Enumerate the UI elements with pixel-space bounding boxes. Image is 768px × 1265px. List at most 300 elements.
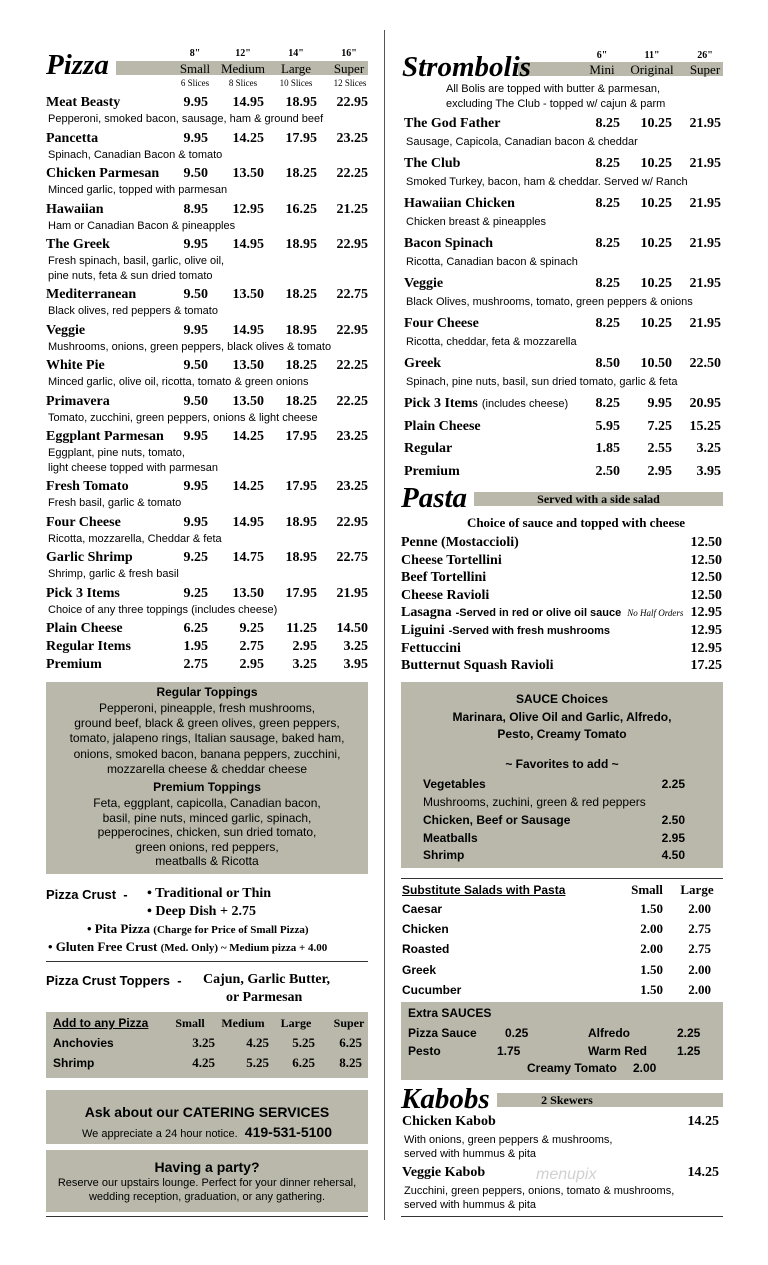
pizza-item-price: 18.25 <box>285 287 317 302</box>
crust-toppers-label: Pizza Crust Toppers - <box>46 973 182 988</box>
extra-sauce-name: Warm Red <box>588 1044 647 1058</box>
pizza-item-desc: Tomato, zucchini, green peppers, onions & light cheese <box>48 411 318 424</box>
pizza-item-desc: Ham or Canadian Bacon & pineapples <box>48 219 236 232</box>
pasta-section <box>384 480 768 680</box>
extra-sauce-price: 1.75 <box>497 1044 521 1058</box>
premium-topping-line: Feta, eggplant, capicolla, Canadian bacon, <box>93 796 321 810</box>
strombolis-note: excluding The Club - topped w/ cajun & parm <box>446 98 666 110</box>
pizza-item-price: 2.95 <box>239 657 264 672</box>
pasta-item-name <box>401 641 461 657</box>
add-price: 3.25 <box>192 1035 215 1050</box>
salads-header: Large <box>680 882 714 897</box>
size-name: Original <box>630 62 674 77</box>
pasta-item-name <box>401 553 502 569</box>
add-row-name: Shrimp <box>53 1056 95 1070</box>
add-price: 4.25 <box>192 1055 215 1070</box>
pasta-item-note2: No Half Orders <box>627 608 684 619</box>
strombolis-note: All Bolis are topped with butter & parmesan, <box>446 83 661 95</box>
extra-sauce-name: Creamy Tomato <box>527 1061 617 1075</box>
stromboli-item-name <box>404 316 479 332</box>
crust-option-name: • Gluten Free Crust <box>48 939 158 954</box>
salad-price: 2.00 <box>688 961 711 977</box>
premium-topping-line: pepperocines, chicken, sun dried tomato, <box>97 825 317 840</box>
add-price: 6.25 <box>339 1035 362 1050</box>
stromboli-item-price: 10.25 <box>640 236 672 251</box>
kabobs-subtitle: 2 Skewers <box>541 1093 593 1107</box>
size-inch: 14" <box>288 48 304 59</box>
pizza-item-price: 14.25 <box>232 429 264 444</box>
pizza-item-price: 21.95 <box>336 585 368 601</box>
extra-sauce-price: 0.25 <box>505 1026 529 1040</box>
stromboli-item-price: 10.25 <box>640 196 672 211</box>
size-name: Super <box>689 62 721 77</box>
pizza-item-price: 9.95 <box>183 322 208 338</box>
pizza-item-price: 14.95 <box>232 237 264 252</box>
stromboli-item-price: 21.95 <box>689 116 721 131</box>
salad-price: 1.50 <box>640 961 663 977</box>
stromboli-item-desc: Sausage, Capicola, Canadian bacon & cheddar <box>406 136 638 148</box>
size-name: Medium <box>220 61 266 76</box>
pasta-subtitle: Served with a side salad <box>537 492 660 506</box>
pizza-item-price: 13.50 <box>232 358 264 373</box>
pasta-item-name <box>401 588 489 604</box>
stromboli-item-name <box>404 116 500 132</box>
pizza-item-name: The Greek <box>46 237 110 252</box>
regular-toppings-title: Regular Toppings <box>156 685 258 699</box>
stromboli-item-label: Pick 3 Items <box>404 396 478 411</box>
stromboli-item-name <box>404 156 460 172</box>
pizza-item-price: 9.50 <box>183 393 208 409</box>
pizza-item-price: 18.25 <box>285 393 317 409</box>
pizza-item-price: 13.50 <box>232 585 264 601</box>
regular-topping-line: ground beef, black & green olives, green peppers, <box>74 716 340 731</box>
strombolis-title: Strombolis <box>402 51 531 83</box>
stromboli-item-name <box>404 441 452 457</box>
kabob-price: 14.25 <box>687 1114 719 1129</box>
regular-topping-line: mozzarella cheese & cheddar cheese <box>106 761 308 776</box>
pizza-item-price: 9.95 <box>183 429 208 444</box>
pasta-item-note: -Served with fresh mushrooms <box>448 625 610 637</box>
catering-phone: 419-531-5100 <box>244 1124 332 1140</box>
pizza-item-price: 22.25 <box>336 358 368 373</box>
strombolis-section <box>384 0 768 490</box>
stromboli-item-name <box>404 419 481 435</box>
pizza-item-desc: light cheese topped with parmesan <box>48 461 218 474</box>
add-price: 5.25 <box>292 1035 315 1050</box>
pizza-item-price: 14.95 <box>232 514 264 530</box>
add-row-name: Anchovies <box>53 1036 114 1050</box>
pizza-item-price: 11.25 <box>286 621 317 636</box>
stromboli-item-name <box>404 196 515 212</box>
kabob-desc: served with hummus & pita <box>404 1148 537 1160</box>
stromboli-item-price: 3.95 <box>696 463 721 479</box>
toppings-panel <box>46 682 368 874</box>
kabob-price: 14.25 <box>687 1165 719 1180</box>
add-header: Super <box>333 1016 365 1030</box>
stromboli-item-label: Four Cheese <box>404 316 479 331</box>
pizza-item-price: 9.50 <box>183 358 208 373</box>
pizza-item-price: 8.95 <box>183 201 208 217</box>
salad-price: 2.00 <box>688 981 711 997</box>
catering-notice: We appreciate a 24 hour notice. <box>82 1128 238 1140</box>
pizza-item-name: Pancetta <box>46 130 99 146</box>
salads-header: Small <box>631 882 663 897</box>
favorite-name: Meatballs <box>423 831 478 845</box>
stromboli-item-price: 8.25 <box>595 236 620 251</box>
stromboli-item-price: 7.25 <box>647 418 672 434</box>
pizza-item-price: 2.95 <box>292 639 317 654</box>
favorite-price: 2.50 <box>661 813 685 827</box>
pasta-item-label: Liguini <box>401 623 445 638</box>
crust-option: • Deep Dish + 2.75 <box>147 904 256 919</box>
extra-sauce-name: Pesto <box>408 1044 441 1058</box>
pizza-item-price: 14.50 <box>336 621 368 636</box>
stromboli-item-label: The Club <box>404 156 461 171</box>
add-header: Medium <box>221 1016 265 1030</box>
stromboli-item-price: 8.25 <box>595 276 620 291</box>
pizza-item-desc: Pepperoni, smoked bacon, sausage, ham & ground beef <box>48 113 324 125</box>
pizza-item-name: Garlic Shrimp <box>46 550 133 565</box>
pasta-item-price: 12.50 <box>690 587 722 603</box>
pizza-item-name: Regular Items <box>46 639 131 654</box>
size-slices: 12 Slices <box>333 78 367 88</box>
pizza-item-price: 13.50 <box>232 287 264 302</box>
add-to-pizza-title: Add to any Pizza <box>53 1016 149 1030</box>
stromboli-item-desc: Ricotta, cheddar, feta & mozzarella <box>406 336 577 348</box>
pizza-item-name: Four Cheese <box>46 514 121 530</box>
pizza-item-desc: Minced garlic, olive oil, ricotta, tomato & green onions <box>48 376 309 388</box>
pizza-item-price: 9.50 <box>183 287 208 302</box>
kabob-desc: With onions, green peppers & mushrooms, <box>404 1134 613 1146</box>
stromboli-item-price: 3.25 <box>696 441 721 456</box>
salad-name: Chicken <box>402 922 449 937</box>
size-slices: 6 Slices <box>180 78 210 88</box>
stromboli-item-desc: Ricotta, Canadian bacon & spinach <box>406 256 578 268</box>
salad-name: Cucumber <box>402 982 462 997</box>
favorite-price: 4.50 <box>661 848 685 862</box>
pizza-item-price: 3.25 <box>292 657 317 672</box>
pizza-item-price: 22.95 <box>336 95 368 110</box>
extra-sauce-name: Alfredo <box>588 1026 630 1040</box>
size-name: Small <box>179 61 211 76</box>
pasta-item-price: 12.95 <box>690 623 722 638</box>
salad-price: 2.75 <box>688 921 711 937</box>
size-slices: 10 Slices <box>279 78 313 88</box>
premium-toppings-title: Premium Toppings <box>153 780 261 794</box>
salad-name: Caesar <box>402 902 443 916</box>
catering-panel <box>46 1090 368 1144</box>
pizza-item-name: Hawaiian <box>46 201 104 217</box>
pizza-item-price: 9.50 <box>183 166 208 181</box>
salad-price: 2.00 <box>688 901 711 916</box>
pizza-item-price: 9.95 <box>183 514 208 530</box>
pizza-item-price: 9.25 <box>183 585 208 601</box>
crust-option-note: (Charge for Price of Small Pizza) <box>153 924 309 936</box>
pizza-item-price: 17.95 <box>285 479 317 494</box>
add-price: 6.25 <box>292 1055 315 1070</box>
pizza-item-price: 3.95 <box>343 657 368 672</box>
salad-name: Roasted <box>402 942 450 957</box>
pizza-item-price: 23.25 <box>336 130 368 146</box>
pasta-choice: Choice of sauce and topped with cheese <box>466 515 686 530</box>
pasta-item-label: Lasagna <box>401 605 452 621</box>
pizza-item-desc: Fresh basil, garlic & tomato <box>48 497 182 509</box>
crust-option: • Traditional or Thin <box>147 886 272 901</box>
stromboli-item-price: 10.25 <box>640 116 672 131</box>
stromboli-item-desc: Spinach, pine nuts, basil, sun dried tomato, garlic & feta <box>406 376 678 388</box>
pizza-item-price: 9.95 <box>183 95 208 110</box>
pizza-item-price: 9.25 <box>239 621 264 636</box>
add-price: 8.25 <box>339 1055 362 1070</box>
add-header: Small <box>175 1016 205 1030</box>
pizza-item-name: White Pie <box>46 358 105 373</box>
pizza-item-price: 23.25 <box>336 429 368 444</box>
kabob-desc: served with hummus & pita <box>404 1199 537 1211</box>
regular-topping-line: tomato, jalapeno rings, Italian sausage, baked ham, <box>69 731 345 746</box>
kabobs-section <box>384 1080 768 1220</box>
stromboli-item-label: Plain Cheese <box>404 418 481 434</box>
pizza-item-price: 22.95 <box>336 514 368 530</box>
sauce-line: Pesto, Creamy Tomato <box>497 727 627 741</box>
sauce-line: Marinara, Olive Oil and Garlic, Alfredo, <box>452 710 672 724</box>
pizza-item-price: 13.50 <box>232 393 264 409</box>
pizza-item-desc: Mushrooms, onions, green peppers, black olives & tomato <box>48 340 332 353</box>
pasta-item-note: -Served in red or olive oil sauce <box>455 607 622 620</box>
pizza-item-price: 9.95 <box>183 237 208 252</box>
salads-title: Substitute Salads with Pasta <box>402 883 566 897</box>
pasta-title: Pasta <box>401 482 468 514</box>
stromboli-item-desc: Black Olives, mushrooms, tomato, green peppers & onions <box>406 296 693 308</box>
pasta-item-label: Fettuccini <box>401 640 461 656</box>
stromboli-item-price: 8.25 <box>595 196 620 211</box>
catering-title: Ask about our CATERING SERVICES <box>84 1104 330 1120</box>
favorite-name: Chicken, Beef or Sausage <box>423 813 571 827</box>
regular-topping-line: Pepperoni, pineapple, fresh mushrooms, <box>98 701 316 715</box>
stromboli-item-price: 1.85 <box>595 441 620 456</box>
stromboli-item-price: 15.25 <box>689 418 721 434</box>
size-inch: 6" <box>596 50 608 61</box>
pizza-item-price: 12.95 <box>232 201 264 217</box>
pasta-item-price: 12.50 <box>690 535 722 550</box>
pizza-item-price: 22.95 <box>336 237 368 252</box>
pizza-item-price: 18.95 <box>285 514 317 530</box>
kabob-name: Veggie Kabob <box>402 1165 486 1180</box>
pizza-item-price: 14.25 <box>232 479 264 494</box>
extra-sauce-price: 2.25 <box>677 1026 701 1040</box>
extra-sauces-title: Extra SAUCES <box>408 1006 492 1020</box>
stromboli-item-name <box>404 276 443 292</box>
crust-toppers-line: or Parmesan <box>226 990 303 1005</box>
pizza-item-price: 22.25 <box>336 166 368 181</box>
pasta-item-label: Cheese Tortellini <box>401 552 502 568</box>
pizza-item-price: 22.95 <box>336 322 368 338</box>
size-inch: 26" <box>697 50 713 61</box>
stromboli-item-price: 20.95 <box>689 396 721 411</box>
stromboli-item-price: 22.50 <box>689 356 721 371</box>
crust-option-name: • Pita Pizza <box>87 921 151 936</box>
pizza-item-price: 3.25 <box>343 639 368 654</box>
pizza-item-price: 2.75 <box>239 639 264 654</box>
pizza-item-name: Fresh Tomato <box>46 479 129 494</box>
pasta-item-label: Cheese Ravioli <box>401 587 490 603</box>
premium-topping-line: basil, pine nuts, minced garlic, spinach, <box>102 810 312 825</box>
salad-price: 1.50 <box>640 901 663 916</box>
crust-toppers-line: Cajun, Garlic Butter, <box>203 972 331 987</box>
stromboli-item-price: 8.50 <box>595 356 620 371</box>
divider <box>401 878 723 879</box>
party-line: Reserve our upstairs lounge. Perfect for your dinner rehersal, <box>57 1177 357 1189</box>
salad-price: 2.75 <box>688 941 711 957</box>
pizza-item-name: Chicken Parmesan <box>46 166 160 181</box>
stromboli-item-desc: Smoked Turkey, bacon, ham & cheddar. Served w/ Ranch <box>406 176 688 188</box>
pasta-item-name <box>401 623 610 639</box>
stromboli-item-label: Premium <box>404 463 460 479</box>
size-name: Super <box>333 61 365 76</box>
favorite-name: Vegetables <box>423 777 486 791</box>
pizza-item-price: 18.95 <box>285 550 317 565</box>
pizza-item-price: 1.95 <box>183 639 208 654</box>
stromboli-item-price: 2.50 <box>595 463 620 479</box>
party-line: wedding reception, graduation, or any gathering. <box>88 1191 326 1203</box>
pizza-item-price: 23.25 <box>336 479 368 494</box>
pizza-item-desc: Minced garlic, topped with parmesan <box>48 184 228 196</box>
size-name: Large <box>280 61 312 76</box>
pizza-item-price: 22.75 <box>336 550 368 565</box>
stromboli-item-price: 21.95 <box>689 316 721 331</box>
stromboli-item-desc: Chicken breast & pineapples <box>406 216 547 228</box>
add-header: Large <box>280 1016 312 1030</box>
pizza-item-price: 14.95 <box>232 95 264 110</box>
stromboli-item-price: 8.25 <box>595 116 620 131</box>
pasta-item-price: 12.95 <box>690 605 722 621</box>
add-to-pizza-panel <box>46 1012 368 1078</box>
stromboli-item-price: 10.50 <box>640 356 672 371</box>
pizza-item-name: Eggplant Parmesan <box>46 429 164 444</box>
crust-label: Pizza Crust - <box>46 887 128 902</box>
size-inch: 11" <box>644 50 660 61</box>
pizza-item-price: 14.95 <box>232 322 264 338</box>
pizza-item-name: Primavera <box>46 393 110 409</box>
pizza-item-desc: pine nuts, feta & sun dried tomato <box>48 269 213 282</box>
divider <box>401 1216 723 1217</box>
stromboli-item-label: The God Father <box>404 116 501 131</box>
premium-topping-line: green onions, red peppers, <box>135 839 279 854</box>
pizza-item-price: 13.50 <box>232 166 264 181</box>
party-panel <box>46 1150 368 1212</box>
size-inch: 12" <box>235 48 251 59</box>
pizza-item-price: 14.25 <box>232 130 264 146</box>
pizza-item-price: 2.75 <box>183 657 208 672</box>
favorite-name: Shrimp <box>423 848 465 862</box>
stromboli-item-price: 8.25 <box>595 316 620 331</box>
add-price: 5.25 <box>246 1055 269 1070</box>
pizza-item-price: 22.25 <box>336 393 368 409</box>
kabob-desc: Zucchini, green peppers, onions, tomato & mushrooms, <box>404 1185 675 1197</box>
stromboli-item-name <box>404 396 568 412</box>
pizza-item-desc: Eggplant, pine nuts, tomato, <box>48 447 185 459</box>
pasta-item-label: Butternut Squash Ravioli <box>401 658 554 674</box>
stromboli-item-label: Hawaiian Chicken <box>404 196 515 211</box>
kabob-name: Chicken Kabob <box>402 1114 496 1129</box>
stromboli-item-name <box>404 236 493 252</box>
pizza-item-name: Pick 3 Items <box>46 585 120 601</box>
pasta-item-price: 17.25 <box>690 658 722 674</box>
pizza-item-name: Premium <box>46 657 102 672</box>
pasta-item-price: 12.50 <box>690 570 722 586</box>
pasta-item-price: 12.95 <box>690 640 722 656</box>
pizza-item-name: Veggie <box>46 322 86 338</box>
crust-option <box>87 921 309 937</box>
size-slices: 8 Slices <box>228 78 258 88</box>
stromboli-item-name <box>404 356 441 372</box>
size-inch: 16" <box>341 48 357 59</box>
pizza-item-name: Meat Beasty <box>46 95 121 110</box>
pizza-item-price: 9.95 <box>183 130 208 146</box>
stromboli-item-label: Greek <box>404 356 442 371</box>
divider <box>46 961 368 962</box>
pizza-item-desc: Black olives, red peppers & tomato <box>48 305 218 317</box>
divider <box>46 1216 368 1217</box>
stromboli-item-price: 21.95 <box>689 276 721 291</box>
favorite-price: 2.95 <box>661 831 685 845</box>
favorites-title: ~ Favorites to add ~ <box>505 757 619 771</box>
crust-option <box>48 939 327 955</box>
pasta-item-price: 12.50 <box>690 552 722 568</box>
extra-sauces-panel <box>401 1002 723 1080</box>
pasta-item-name <box>401 570 486 586</box>
extra-sauce-price: 2.00 <box>633 1061 657 1075</box>
crust-option-note: (Med. Only) ~ Medium pizza + 4.00 <box>160 942 328 954</box>
stromboli-item-price: 5.95 <box>595 418 620 434</box>
stromboli-item-price: 10.25 <box>640 156 672 171</box>
extra-sauce-price: 1.25 <box>677 1044 701 1058</box>
pizza-item-desc: Fresh spinach, basil, garlic, olive oil, <box>48 255 225 267</box>
stromboli-item-label: Regular <box>404 441 453 456</box>
watermark: menupix <box>536 1166 597 1183</box>
salad-price: 1.50 <box>640 981 663 997</box>
stromboli-item-price: 8.25 <box>595 156 620 171</box>
pizza-item-price: 18.25 <box>285 358 317 373</box>
pizza-item-price: 16.25 <box>285 201 317 217</box>
pizza-title: Pizza <box>46 49 109 81</box>
favorite-price: 2.25 <box>661 777 685 791</box>
pizza-item-price: 17.95 <box>285 429 317 444</box>
stromboli-item-price: 21.95 <box>689 156 721 171</box>
pasta-item-label: Beef Tortellini <box>401 570 487 586</box>
stromboli-item-name <box>404 464 460 480</box>
pasta-item-label: Penne (Mostaccioli) <box>401 535 519 550</box>
pizza-item-price: 6.25 <box>183 621 208 636</box>
stromboli-item-price: 8.25 <box>595 396 620 411</box>
pizza-item-price: 14.75 <box>232 550 264 565</box>
pizza-item-name: Mediterranean <box>46 287 137 302</box>
pizza-item-desc: Choice of any three toppings (includes cheese) <box>48 603 278 616</box>
pizza-item-price: 18.95 <box>285 322 317 338</box>
catering-sub <box>46 1124 368 1140</box>
stromboli-item-price: 21.95 <box>689 236 721 251</box>
size-name: Mini <box>589 62 615 77</box>
extra-sauce-name: Pizza Sauce <box>408 1026 477 1040</box>
stromboli-item-label: Veggie <box>404 276 444 291</box>
pasta-item-name <box>401 658 553 674</box>
pizza-item-price: 9.25 <box>183 550 208 565</box>
stromboli-item-price: 10.25 <box>640 316 672 331</box>
pasta-item-name <box>401 605 683 621</box>
pasta-item-name <box>401 535 519 551</box>
party-title: Having a party? <box>154 1159 260 1175</box>
pizza-item-price: 17.95 <box>285 130 317 146</box>
salad-price: 2.00 <box>640 941 663 957</box>
